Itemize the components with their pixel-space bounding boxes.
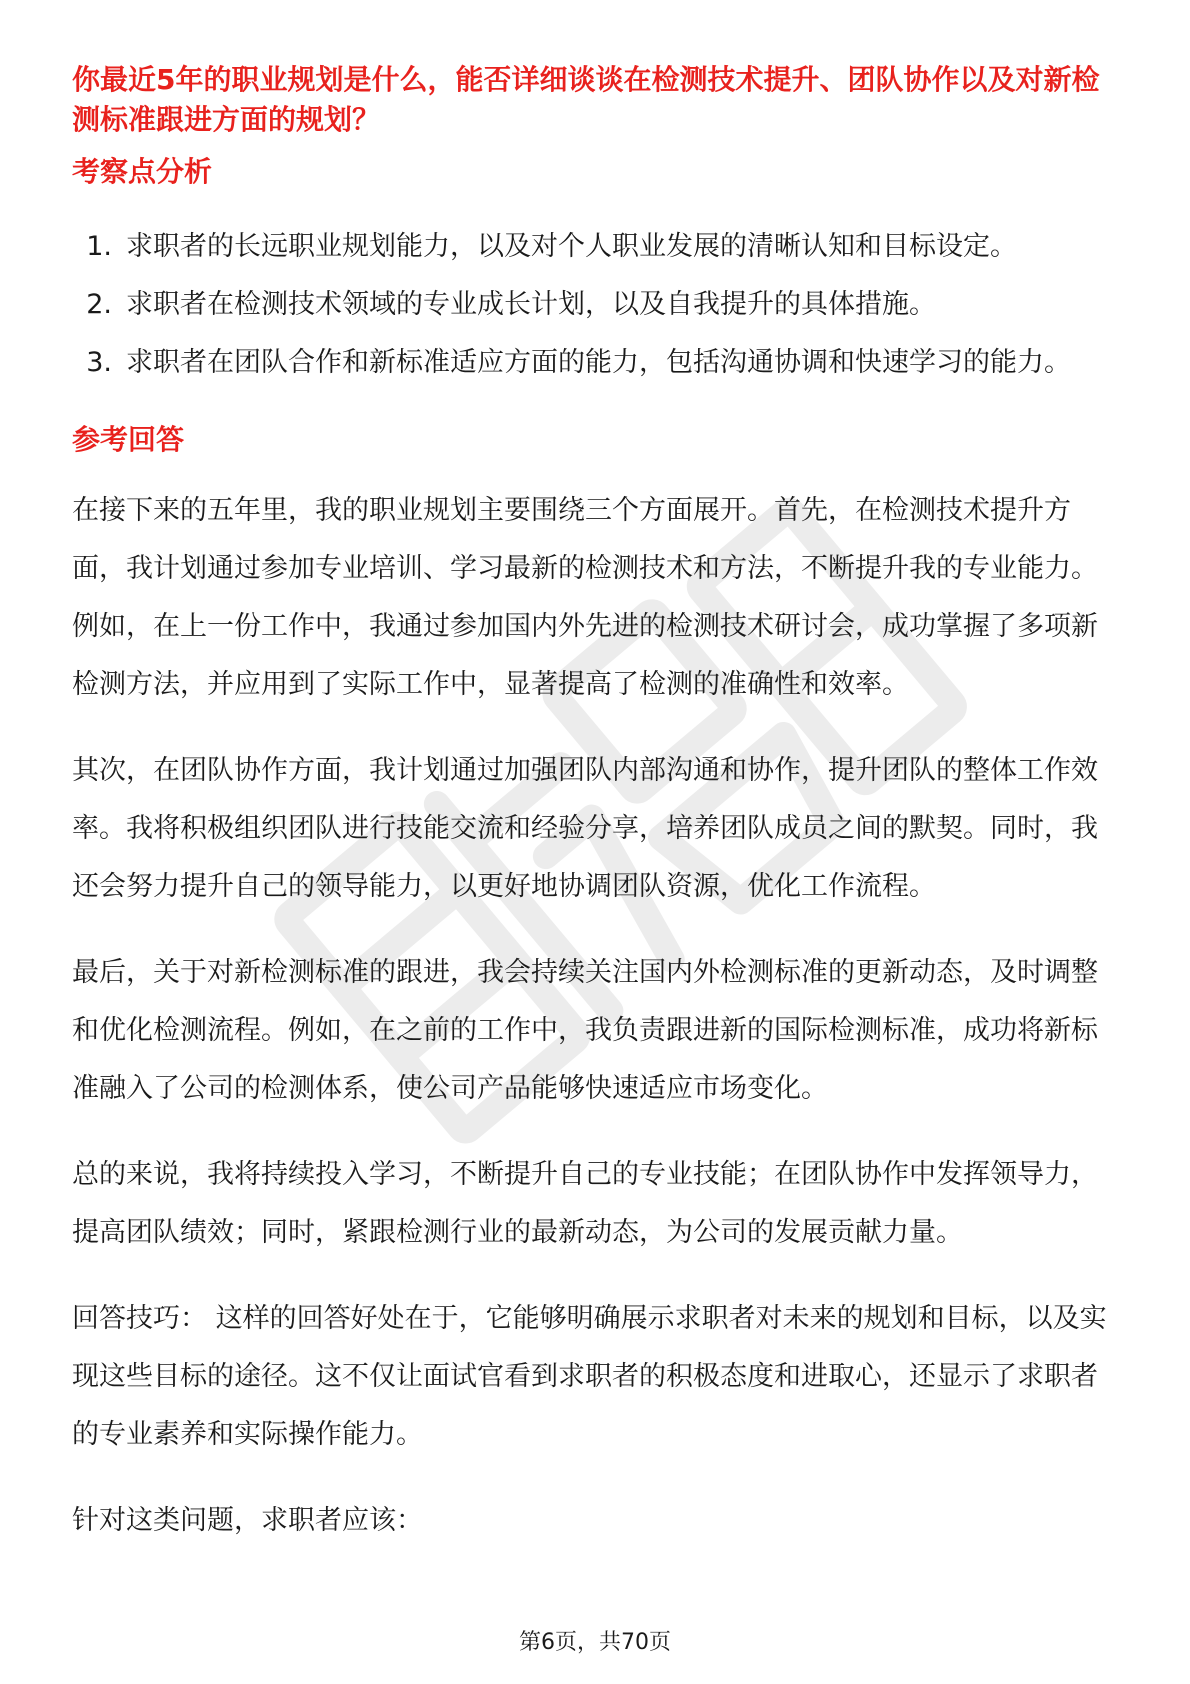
answer-advice-intro: 针对这类问题，求职者应该： xyxy=(72,1505,423,1536)
answer-tips-paragraph: 回答技巧： 这样的回答好处在于，它能够明确展示求职者对未来的规划和目标，以及实现这些目标的途径。这不仅让面试官看到求职者的积极态度和进取心，还显示了求职者的专业素养和实际操作能力。 xyxy=(72,1303,1107,1450)
page-number: 第6页，共70页 xyxy=(519,1630,671,1655)
answer-paragraph-summary: 总的来说，我将持续投入学习，不断提升自己的专业技能；在团队协作中发挥领导力，提高团队绩效；同时，紧跟检测行业的最新动态，为公司的发展贡献力量。 xyxy=(72,1159,1098,1248)
question-title: 你最近5年的职业规划是什么，能否详细谈谈在检测技术提升、团队协作以及对新检测标准跟进方面的规划？ xyxy=(72,63,1100,136)
answer-paragraph-technique: 在接下来的五年里，我的职业规划主要围绕三个方面展开。首先，在检测技术提升方面，我计划通过参加专业培训、学习最新的检测技术和方法，不断提升我的专业能力。例如，在上一份工作中，我通过参加国内外先进的检测技术研讨会，成功掌握了多项新检测方法，并应用到了实际工作中，显著提高了检测的准确性和效率。 xyxy=(72,495,1098,700)
list-item xyxy=(72,218,1122,276)
list-item-text: 求职者在检测技术领域的专业成长计划，以及自我提升的具体措施。 xyxy=(126,289,936,320)
list-item-text: 求职者在团队合作和新标准适应方面的能力，包括沟通协调和快速学习的能力。 xyxy=(126,347,1071,378)
document-page xyxy=(72,60,1122,1550)
list-item-number: 1. xyxy=(86,231,112,262)
list-item-text: 求职者的长远职业规划能力，以及对个人职业发展的清晰认知和目标设定。 xyxy=(126,231,1017,262)
list-item xyxy=(72,334,1122,392)
list-item xyxy=(72,276,1122,334)
answer-paragraph-teamwork: 其次，在团队协作方面，我计划通过加强团队内部沟通和协作，提升团队的整体工作效率。我将积极组织团队进行技能交流和经验分享，培养团队成员之间的默契。同时，我还会努力提升自己的领导能力，以更好地协调团队资源，优化工作流程。 xyxy=(72,755,1098,902)
analysis-points-list xyxy=(72,218,1122,392)
reference-heading: 参考回答 xyxy=(72,423,185,456)
list-item-number: 3. xyxy=(86,347,112,378)
list-item-number: 2. xyxy=(86,289,112,320)
answer-paragraph-standards: 最后，关于对新检测标准的跟进，我会持续关注国内外检测标准的更新动态，及时调整和优化检测流程。例如，在之前的工作中，我负责跟进新的国际检测标准，成功将新标准融入了公司的检测体系，使公司产品能够快速适应市场变化。 xyxy=(72,957,1098,1104)
analysis-heading: 考察点分析 xyxy=(72,155,213,188)
